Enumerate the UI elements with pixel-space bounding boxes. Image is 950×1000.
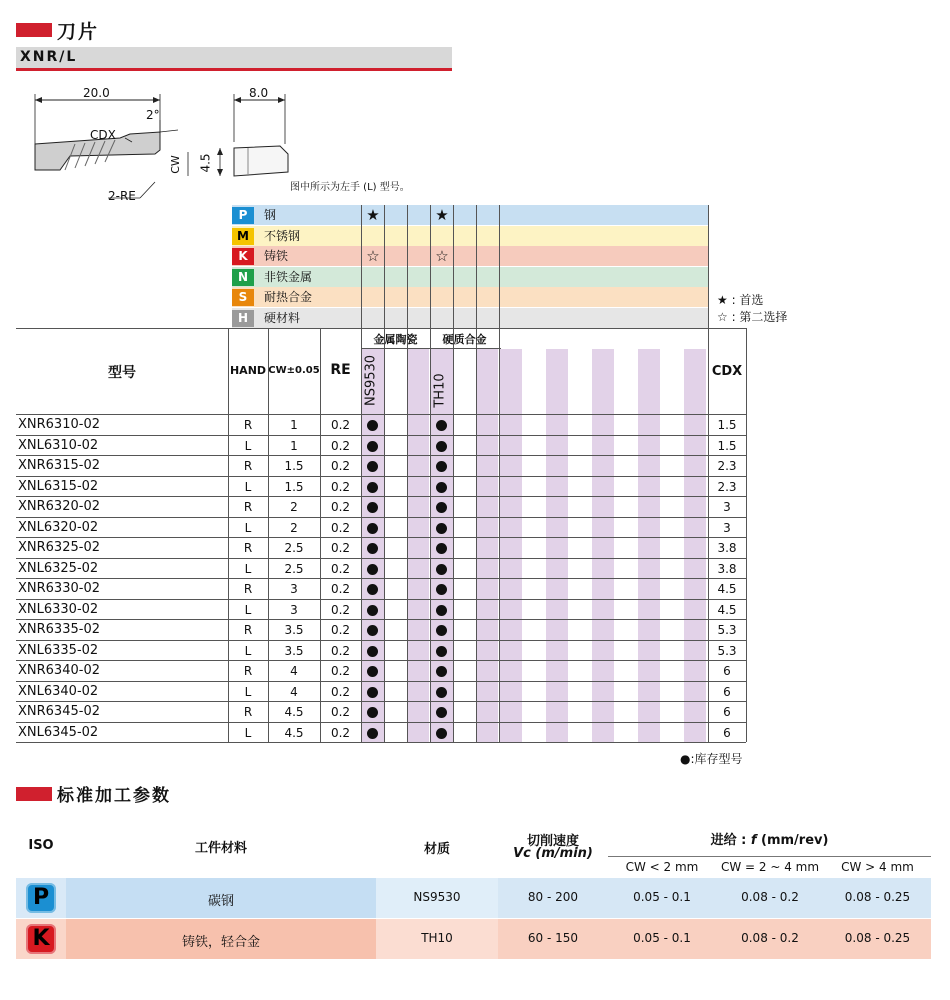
stock-dot [361,477,384,497]
cell-cw: 1 [290,438,298,453]
cell-cdx: 5.3 [717,623,737,637]
cell-hand: R [243,500,253,514]
material-badge: M [232,228,254,245]
material-row-m [232,226,708,247]
param-grade: NS9530 [413,890,461,904]
grid-line [708,205,709,329]
cell-re: 0.2 [330,582,351,596]
stock-dot [430,456,453,476]
stock-dot [361,415,384,435]
stock-dot [361,600,384,620]
material-row-k [232,246,708,267]
cell-model: XNL6345-02 [18,724,99,740]
cell-cw: 1.5 [284,479,304,494]
stock-dot [361,559,384,579]
cell-re: 0.2 [330,479,351,494]
cell-hand: L [244,643,252,658]
cell-re: 0.2 [330,623,351,637]
iso-badge-p: P [26,883,56,913]
cell-re: 0.2 [330,500,351,514]
param-header-speed-2: Vc (m/min) [513,846,593,861]
cell-model: XNR6310-02 [18,417,100,432]
grade-column-stripe [638,349,660,742]
cell-cdx: 3.8 [717,541,737,555]
stock-dot [361,497,384,517]
param-feed2: 0.08 - 0.2 [741,890,799,904]
cell-cw: 3 [290,602,298,617]
section-title: 刀片 [57,21,100,43]
legend-second: ☆ : 第二选择 [717,310,788,324]
material-label: 铸铁 [264,249,289,263]
stock-dot [430,477,453,497]
cell-model: XNL6310-02 [18,437,99,453]
cell-model: XNR6315-02 [18,458,100,473]
cell-cw: 3.5 [284,643,304,658]
grade-star: ★ [435,206,449,224]
material-badge: H [232,310,254,327]
dim-width: 8.0 [249,86,269,100]
grid-line [407,205,408,329]
param-header-material: 工件材料 [194,841,247,856]
cell-cdx: 6 [723,705,731,719]
cell-hand: R [243,582,253,596]
table-top-line [16,328,746,329]
cell-model: XNR6320-02 [18,499,100,514]
cell-re: 0.2 [330,643,351,658]
stock-dot [430,682,453,702]
cell-hand: L [244,684,252,699]
grid-line [453,205,454,329]
stock-dot [361,579,384,599]
cell-cw: 2.5 [284,561,304,576]
product-subtitle: XNR/L [16,47,452,71]
cell-hand: L [244,561,252,576]
cell-model: XNL6340-02 [18,683,99,699]
param-header-feed3: CW > 4 mm [841,860,914,874]
cell-model: XNR6340-02 [18,663,100,678]
cell-cdx: 6 [723,725,731,740]
material-label: 不锈钢 [264,228,301,243]
stock-dot [430,436,453,456]
cell-re: 0.2 [330,459,351,473]
grid-line [361,205,362,329]
cell-cw: 3.5 [284,623,304,637]
cell-model: XNL6335-02 [18,642,99,658]
cell-cw: 4.5 [284,725,304,740]
material-badge: N [232,269,254,286]
stock-dot [430,518,453,538]
header-model: 型号 [108,365,136,381]
cell-model: XNL6325-02 [18,560,99,576]
header-cdx: CDX [711,364,743,379]
cell-re: 0.2 [330,438,351,453]
param-header-feed1: CW < 2 mm [625,860,699,874]
grade-column-stripe [546,349,568,742]
cell-cw: 2 [290,520,298,535]
header-re: RE [330,362,351,378]
material-row-s [232,287,708,308]
stock-dot [430,702,453,722]
cell-re: 0.2 [330,602,351,617]
cell-cw: 3 [290,582,298,596]
cell-re: 0.2 [330,684,351,699]
stock-dot [430,559,453,579]
param-feed3: 0.08 - 0.25 [844,890,911,904]
stock-dot [361,702,384,722]
grade-column-stripe [592,349,614,742]
cell-model: XNL6330-02 [18,601,99,617]
dim-re: 2-RE [108,189,136,203]
legend-stock: ●:库存型号 [680,752,743,766]
cell-cdx: 3.8 [717,561,737,576]
header-grade-th10: TH10 [432,373,448,408]
material-label: 硬材料 [264,310,301,325]
cell-hand: R [243,541,253,555]
param-grade: TH10 [421,931,453,945]
cell-re: 0.2 [330,520,351,535]
param-header-feed [608,829,931,848]
stock-dot [430,497,453,517]
material-row-p [232,205,708,226]
cell-model: XNR6325-02 [18,540,100,555]
cell-cw: 4.5 [284,705,304,719]
stock-dot [430,579,453,599]
cell-hand: R [243,664,253,678]
material-row-n [232,267,708,288]
stock-dot [430,641,453,661]
cell-hand: L [244,479,252,494]
stock-dot [361,682,384,702]
stock-dot [361,620,384,640]
stock-dot [361,436,384,456]
legend-preferred: ★ : 首选 [717,293,764,307]
cell-cw: 2 [290,500,298,514]
stock-dot [430,600,453,620]
param-header-feed-part: f [750,833,757,848]
cell-hand: R [243,623,253,637]
param-header-speed-1: 切削速度 [526,834,579,849]
header-cermet: 金属陶瓷 [373,333,418,346]
col-line [407,328,408,742]
stock-dot [361,518,384,538]
material-badge: S [232,289,254,306]
param-material: 铸铁，轻合金 [181,935,260,950]
stock-dot [361,538,384,558]
param-material: 碳钢 [207,894,234,909]
cell-model: XNR6345-02 [18,704,100,719]
grid-line [384,205,385,329]
cell-cw: 1 [290,418,298,432]
cell-cdx: 6 [723,684,731,699]
cell-re: 0.2 [330,541,351,555]
param-header-iso: ISO [28,838,54,853]
cell-hand: L [244,602,252,617]
dim-height: 4.5 [198,153,213,173]
stock-dot [430,661,453,681]
stock-dot [361,723,384,743]
cell-hand: L [244,520,252,535]
stock-dot [430,415,453,435]
material-badge: P [232,207,254,224]
cell-cdx: 4.5 [717,602,737,617]
cell-cw: 4 [290,664,298,678]
param-header-grade: 材质 [423,842,450,857]
param-speed: 80 - 200 [527,890,579,904]
section-marker [16,787,52,801]
cell-hand: R [243,418,253,432]
section-marker [16,23,52,37]
cell-hand: R [243,705,253,719]
param-header-feed2: CW = 2 ~ 4 mm [720,860,820,874]
dim-length: 20.0 [83,86,110,100]
cell-re: 0.2 [330,705,351,719]
header-carbide: 硬质合金 [442,333,487,346]
grade-star: ★ [366,206,380,224]
cell-re: 0.2 [330,725,351,740]
stock-dot [361,641,384,661]
grade-star: ☆ [435,247,449,265]
stock-dot [361,456,384,476]
grade-column-stripe [407,349,429,742]
material-label: 钢 [264,208,277,222]
col-line [453,328,454,742]
cell-cdx: 4.5 [717,582,737,596]
header-hand: HAND [229,364,267,377]
cell-model: XNL6315-02 [18,478,99,494]
dim-cdx: CDX [90,128,116,142]
cell-hand: R [243,459,253,473]
cell-cdx: 3 [723,520,731,535]
dim-angle: 2° [146,108,160,122]
iso-badge-k: K [26,924,56,954]
header-cw: CW±0.05 [268,365,320,376]
material-badge: K [232,248,254,265]
cell-cw: 4 [290,684,298,699]
cell-cdx: 6 [723,664,731,678]
cell-re: 0.2 [330,561,351,576]
col-line [746,328,747,742]
cell-model: XNL6320-02 [18,519,99,535]
grid-line [476,205,477,329]
cell-cdx: 3 [723,500,731,514]
material-label: 耐热合金 [264,290,313,304]
cell-cw: 1.5 [284,459,304,473]
cell-model: XNR6330-02 [18,581,100,596]
col-line [384,328,385,742]
param-feed3: 0.08 - 0.25 [844,931,911,945]
cell-cdx: 1.5 [717,418,737,432]
stock-dot [430,538,453,558]
param-header-feed-part: (mm/rev) [756,833,829,848]
param-feed2: 0.08 - 0.2 [741,931,799,945]
section-title-params: 标准加工参数 [57,786,171,806]
stock-dot [361,661,384,681]
grid-line [499,205,500,329]
param-speed: 60 - 150 [527,931,579,945]
cell-hand: L [244,438,252,453]
material-label: 非铁金属 [264,269,313,284]
cell-cdx: 2.3 [717,479,737,494]
cell-re: 0.2 [330,418,351,432]
cell-cdx: 5.3 [717,643,737,658]
stock-dot [430,723,453,743]
feed-divider [608,856,931,857]
grade-column-stripe [500,349,522,742]
grade-column-stripe [476,349,498,742]
cell-cw: 2.5 [284,541,304,555]
param-feed1: 0.05 - 0.1 [633,931,691,945]
grade-star: ☆ [366,247,380,265]
param-header-feed-part: 进给 : [710,833,751,848]
param-feed1: 0.05 - 0.1 [633,890,691,904]
cell-cdx: 2.3 [717,459,737,473]
cell-cdx: 1.5 [717,438,737,453]
cell-model: XNR6335-02 [18,622,100,637]
stock-dot [430,620,453,640]
cell-re: 0.2 [330,664,351,678]
col-line [476,328,477,742]
material-row-h [232,308,708,329]
cell-hand: L [244,725,252,740]
table-subhead-line [361,348,501,349]
col-line [499,328,500,742]
insert-drawing [20,82,310,212]
dim-cw: CW [168,155,182,174]
drawing-note: 图中所示为左手 (L) 型号。 [290,182,410,193]
header-grade-ns9530: NS9530 [363,354,379,407]
grade-column-stripe [684,349,706,742]
grid-line [430,205,431,329]
